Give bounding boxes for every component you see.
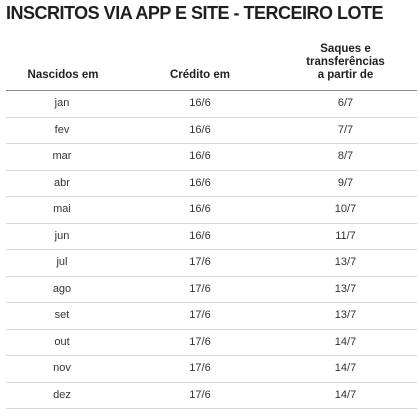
birth-month-cell: abr [6,171,118,197]
schedule-table [6,40,417,409]
withdrawal-date-cell: 13/7 [274,303,417,329]
credit-date-cell: 17/6 [140,383,260,409]
table-row [6,250,417,277]
withdrawal-date-cell: 6/7 [274,91,417,117]
credit-date-cell: 17/6 [140,303,260,329]
birth-month-cell: jun [6,224,118,250]
column-header-credit-date: Crédito em [140,69,260,82]
table-row [6,224,417,251]
table-row [6,277,417,304]
withdrawal-date-cell: 7/7 [274,118,417,144]
table-row [6,91,417,118]
withdrawal-date-cell: 14/7 [274,356,417,382]
birth-month-cell: jul [6,250,118,276]
withdrawal-date-cell: 9/7 [274,171,417,197]
credit-date-cell: 16/6 [140,118,260,144]
table-row [6,303,417,330]
table-row [6,383,417,409]
birth-month-cell: ago [6,277,118,303]
withdrawal-date-cell: 8/7 [274,144,417,170]
column-header-birth-month: Nascidos em [6,69,120,82]
table-header [6,40,417,91]
credit-date-cell: 16/6 [140,171,260,197]
column-header-withdrawal-date: Saques e transferências a partir de [274,43,417,82]
credit-date-cell: 17/6 [140,330,260,356]
credit-date-cell: 17/6 [140,356,260,382]
credit-date-cell: 16/6 [140,224,260,250]
withdrawal-date-cell: 11/7 [274,224,417,250]
birth-month-cell: jan [6,91,118,117]
credit-date-cell: 17/6 [140,250,260,276]
table-row [6,197,417,224]
page-title: INSCRITOS VIA APP E SITE - TERCEIRO LOTE [6,3,383,24]
birth-month-cell: nov [6,356,118,382]
withdrawal-date-cell: 14/7 [274,330,417,356]
withdrawal-date-cell: 10/7 [274,197,417,223]
withdrawal-date-cell: 14/7 [274,383,417,409]
table-row [6,356,417,383]
birth-month-cell: mar [6,144,118,170]
birth-month-cell: fev [6,118,118,144]
credit-date-cell: 16/6 [140,144,260,170]
birth-month-cell: dez [6,383,118,409]
table-row [6,144,417,171]
table-row [6,171,417,198]
withdrawal-date-cell: 13/7 [274,277,417,303]
withdrawal-date-cell: 13/7 [274,250,417,276]
birth-month-cell: set [6,303,118,329]
birth-month-cell: mai [6,197,118,223]
table-row [6,330,417,357]
birth-month-cell: out [6,330,118,356]
table-row [6,118,417,145]
credit-date-cell: 16/6 [140,91,260,117]
credit-date-cell: 17/6 [140,277,260,303]
credit-date-cell: 16/6 [140,197,260,223]
